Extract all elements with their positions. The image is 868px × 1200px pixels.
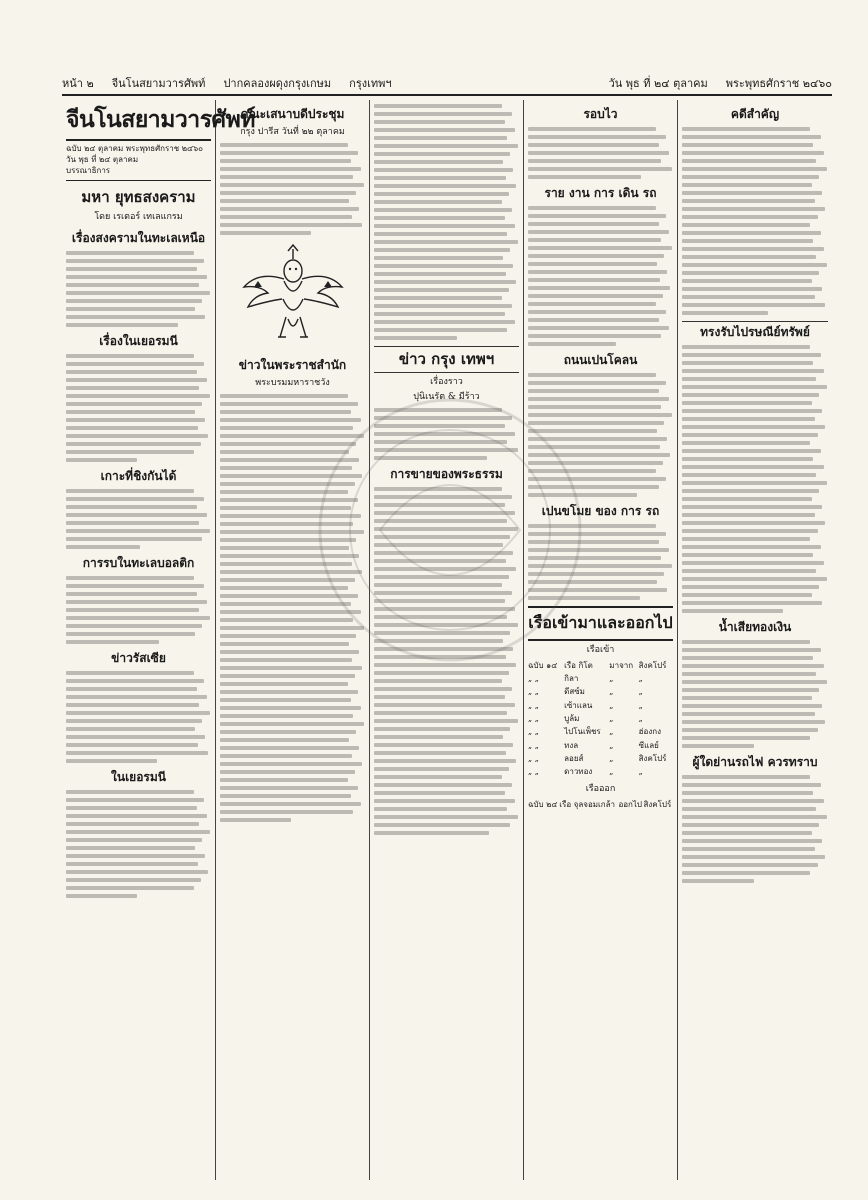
column-1	[62, 100, 255, 1180]
article-body	[66, 489, 211, 549]
table-row	[528, 672, 673, 685]
ship-port: „	[638, 687, 643, 697]
ship-route: มาจาก	[609, 660, 634, 670]
table-row	[528, 739, 673, 752]
article-headline: น้ำเสียทองเงิน	[718, 620, 792, 635]
ship-name: กิลา	[564, 673, 579, 683]
ship-day: „ „	[528, 727, 539, 737]
ship-name: ดาวทอง	[564, 767, 593, 777]
ship-arrivals-table	[528, 659, 673, 779]
ship-route: „	[609, 673, 614, 683]
ship-name: ไปโนเพ็ชร	[564, 727, 601, 737]
shipping-headline: เรือเข้ามาและออกไป	[528, 606, 673, 641]
header-publisher: ปากคลองผดุงกรุงเกษม	[223, 77, 332, 90]
table-row	[528, 685, 673, 698]
article-body	[682, 127, 828, 315]
ship-port: ซีแลย์	[638, 740, 659, 750]
ship-name: เรือ จุลจอมเกล้า	[559, 799, 616, 809]
ship-route: „	[609, 714, 614, 724]
ship-port: „	[638, 673, 643, 683]
ship-port: „	[638, 714, 643, 724]
table-row	[528, 752, 673, 765]
ship-name: บูล้ม	[564, 714, 580, 724]
shipping-departures-label: เรือออก	[585, 783, 616, 794]
article-body	[374, 408, 519, 460]
article-body	[682, 345, 828, 613]
article-body	[66, 576, 211, 644]
article-headline: การรบในทะเลบอลติก	[82, 555, 195, 570]
war-subheadline: โดย เรเตอร์ เทเลแกรม	[94, 212, 183, 223]
article-headline: ในเยอรมนี	[111, 769, 166, 784]
table-row	[528, 798, 673, 811]
article-body	[528, 206, 673, 346]
ship-name: เรือ กิโต	[564, 660, 593, 670]
column-4	[524, 100, 678, 1180]
ship-name: เซ้าแลน	[564, 700, 593, 710]
masthead-info	[66, 141, 211, 181]
article-headline: คณะเสนาบดีประชุม	[240, 107, 345, 121]
ship-route: „	[609, 767, 614, 777]
masthead-title: จีนโนสยามวารศัพท์	[66, 100, 211, 141]
article-headline: ราย งาน การ เดิน รถ	[544, 186, 657, 201]
article-body	[682, 775, 828, 883]
ship-day: ฉบับ ๒๔	[528, 799, 558, 809]
ship-port: ฮ่องกง	[638, 727, 661, 737]
table-row	[528, 659, 673, 672]
table-row	[528, 699, 673, 712]
article-body	[66, 671, 211, 763]
masthead-line-1: ฉบับ ๒๔ ตุลาคม พระพุทธศักราช ๒๔๖๐	[66, 143, 204, 153]
ship-port: สิงคโปร์	[638, 754, 667, 764]
ship-day: „ „	[528, 714, 539, 724]
ship-name: ดีสซ์ม	[564, 687, 585, 697]
article-headline: การขายของพระธรรม	[390, 466, 503, 481]
header-year: พระพุทธศักราช ๒๔๖๐	[725, 77, 832, 90]
ship-port: „	[638, 700, 643, 710]
article-body	[66, 251, 211, 327]
ship-day: „ „	[528, 767, 539, 777]
masthead-line-3: บรรณาธิการ	[66, 166, 111, 176]
article-body	[682, 640, 828, 748]
article-body	[220, 394, 365, 822]
ship-day: „ „	[528, 687, 539, 697]
ship-day: „ „	[528, 673, 539, 683]
article-body	[528, 524, 673, 600]
article-headline: รอบไว	[583, 107, 618, 121]
masthead-line-2: วัน พุธ ที่ ๒๔ ตุลาคม	[66, 155, 139, 165]
ship-day: „ „	[528, 754, 539, 764]
page-header	[62, 72, 832, 96]
article-headline: ทรงรับไปรษณีย์ทรัพย์	[682, 321, 828, 341]
ship-port: สิงคโปร์	[643, 799, 672, 809]
article-body	[220, 143, 365, 235]
ship-route: „	[609, 727, 614, 737]
ship-route: „	[609, 700, 614, 710]
article-headline: ถนนเปนโคลน	[563, 353, 638, 368]
ship-route: „	[609, 687, 614, 697]
columns	[62, 100, 832, 1180]
page-number: หน้า ๒	[62, 77, 94, 90]
ship-day: „ „	[528, 740, 539, 750]
article-dateline: พระบรมมหาราชวัง	[255, 377, 330, 388]
article-dateline: กรุง ปารีส วันที่ ๒๒ ตุลาคม	[240, 127, 345, 138]
column-3	[370, 100, 524, 1180]
article-body	[66, 354, 211, 462]
garuda-emblem-icon	[238, 241, 348, 351]
ship-name: ทงล	[564, 740, 579, 750]
shipping-arrivals-label: เรือเข้า	[586, 644, 615, 655]
article-headline: เรื่องสงครามในทะเลเหนือ	[71, 230, 206, 245]
column-2	[216, 100, 370, 1180]
column-5	[678, 100, 832, 1180]
ship-day: „ „	[528, 700, 539, 710]
header-paper-name: จีนโนสยามวารศัพท์	[111, 77, 206, 90]
ship-route: „	[609, 754, 614, 764]
ship-name: ลอยส์	[564, 754, 584, 764]
article-headline: ข่าว กรุง เทพฯ	[374, 346, 519, 373]
article-subheadline: เรื่องราว	[430, 377, 463, 388]
article-headline: คดีสำคัญ	[730, 107, 780, 121]
ship-route: „	[609, 740, 614, 750]
ship-port: สิงคโปร์	[638, 660, 667, 670]
article-body	[528, 373, 673, 497]
table-row	[528, 712, 673, 725]
article-body	[374, 104, 519, 340]
article-headline: เรื่องในเยอรมนี	[99, 333, 178, 348]
ship-day: ฉบับ ๑๔	[528, 660, 558, 670]
table-row	[528, 725, 673, 738]
war-headline: มหา ยุทธสงคราม	[81, 187, 196, 206]
article-headline: ผู้ใดย่านรถไฟ ควรทราบ	[692, 755, 818, 770]
article-body	[66, 790, 211, 898]
ship-route: ออกไป	[618, 799, 642, 809]
article-headline: เกาะที่ชิงกันได้	[100, 468, 177, 483]
article-body	[374, 487, 519, 835]
table-row	[528, 765, 673, 778]
article-headline: เปนขโมย ของ การ รถ	[541, 504, 660, 519]
article-body	[528, 127, 673, 179]
article-subheadline: ปุนิเนรัต & มีร้าว	[413, 392, 480, 403]
header-date: วัน พุธ ที่ ๒๔ ตุลาคม	[608, 77, 708, 90]
article-headline: ข่าวรัสเซีย	[111, 650, 166, 665]
ship-port: „	[638, 767, 643, 777]
ship-departures-table	[528, 798, 673, 811]
header-city: กรุงเทพฯ	[349, 77, 392, 90]
article-headline: ข่าวในพระราชสำนัก	[238, 357, 347, 372]
